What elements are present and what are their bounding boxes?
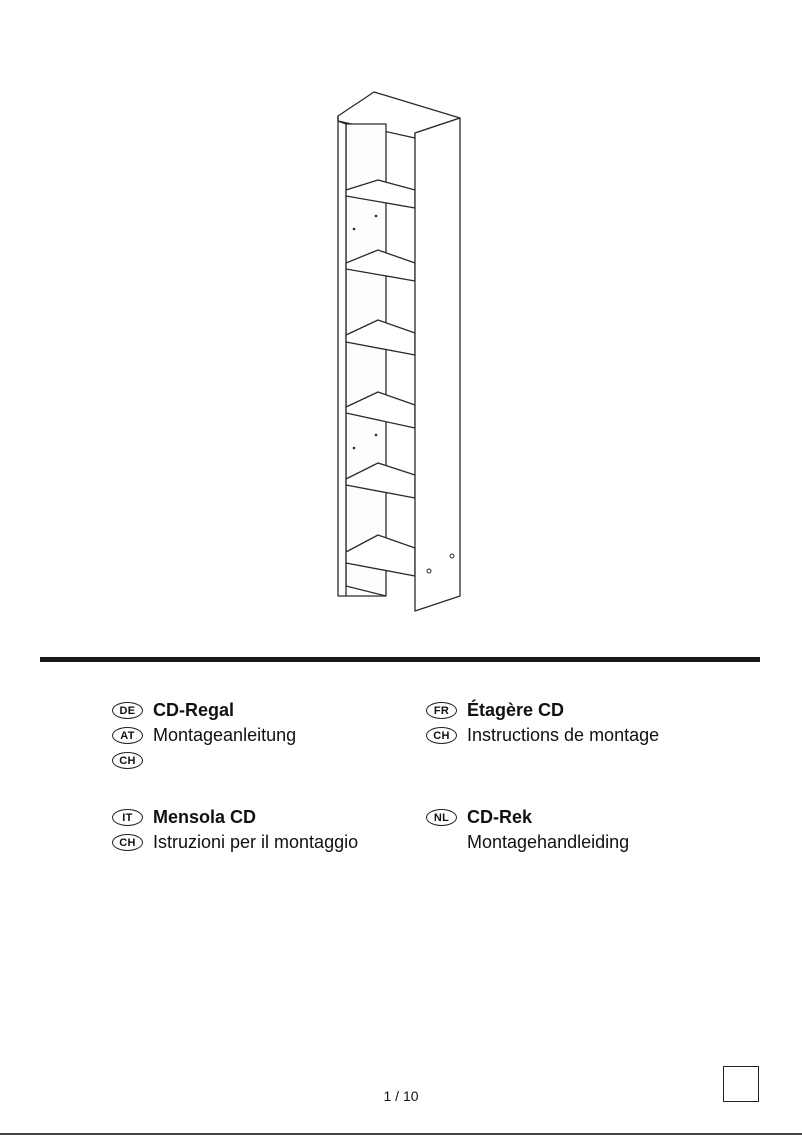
language-block-fr [426,698,659,748]
subtitle-row [426,723,659,748]
product-title: CD-Rek [467,807,533,827]
section-divider [40,657,760,662]
badge-spacer [426,834,457,851]
bottom-edge-line [0,1133,802,1135]
page-number: 1 / 10 [383,1088,419,1104]
product-title: Étagère CD [467,700,565,720]
language-block-de [112,698,296,773]
manual-subtitle: Montageanleitung [153,725,297,745]
country-code-badge: NL [426,809,457,826]
product-title: Mensola CD [153,807,257,827]
code-row [112,748,296,773]
language-block-nl [426,805,629,855]
manual-subtitle: Instructions de montage [467,725,660,745]
subtitle-row [112,723,296,748]
language-block-it [112,805,358,855]
country-code-badge: CH [426,727,457,744]
title-row [112,805,358,830]
country-code-badge: AT [112,727,143,744]
manual-subtitle: Istruzioni per il montaggio [153,832,359,852]
product-title: CD-Regal [153,700,235,720]
title-row [112,698,296,723]
title-row [426,698,659,723]
country-code-badge: FR [426,702,457,719]
title-row [426,805,629,830]
subtitle-row [426,830,629,855]
country-code-badge: DE [112,702,143,719]
page-marker-box [723,1066,759,1102]
country-code-badge: CH [112,752,143,769]
country-code-badge: IT [112,809,143,826]
subtitle-row [112,830,358,855]
manual-subtitle: Montagehandleiding [467,832,630,852]
country-code-badge: CH [112,834,143,851]
